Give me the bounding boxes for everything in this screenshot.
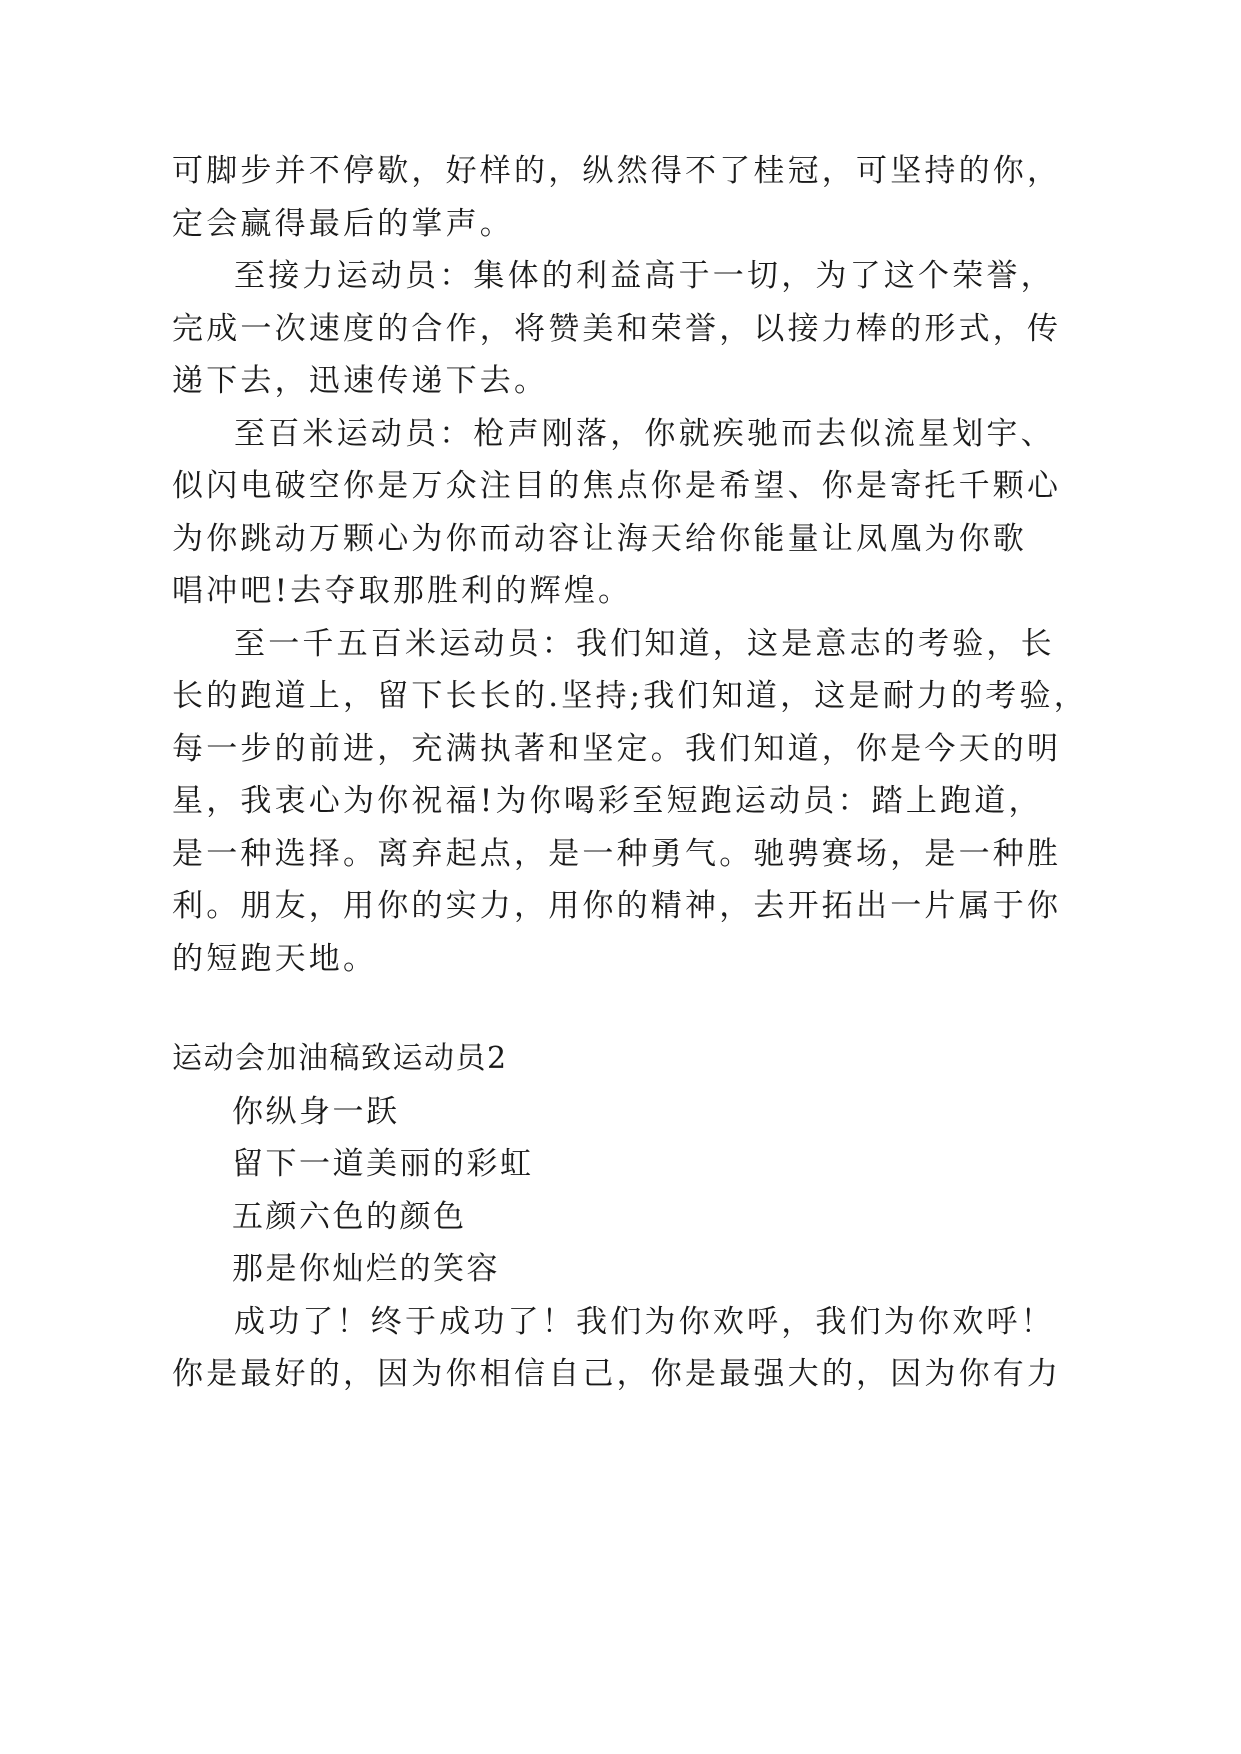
text-line: 每一步的前进，充满执著和坚定。我们知道，你是今天的明 bbox=[172, 730, 1062, 767]
text-line: 是一种选择。离弃起点，是一种勇气。驰骋赛场，是一种胜 bbox=[172, 835, 1062, 872]
paragraph-start: 至百米运动员：枪声刚落，你就疾驰而去似流星划宇、 bbox=[234, 415, 1055, 452]
text-line: 为你跳动万颗心为你而动容让海天给你能量让凤凰为你歌 bbox=[172, 520, 1027, 557]
text-line: 星，我衷心为你祝福!为你喝彩至短跑运动员：踏上跑道， bbox=[172, 783, 1043, 819]
paragraph-start: 至一千五百米运动员：我们知道，这是意志的考验，长 bbox=[234, 625, 1055, 662]
poem-line: 你纵身一跃 bbox=[232, 1093, 400, 1130]
text-line: 递下去，迅速传递下去。 bbox=[172, 363, 549, 399]
section-heading: 运动会加油稿致运动员2 bbox=[172, 1041, 508, 1076]
text-line: 似闪电破空你是万众注目的焦点你是希望、你是寄托千颗心 bbox=[172, 468, 1062, 504]
text-line: 定会赢得最后的掌声。 bbox=[172, 205, 514, 242]
poem-line: 那是你灿烂的笑容 bbox=[232, 1251, 500, 1287]
text-line: 你是最好的，因为你相信自己，你是最强大的，因为你有力 bbox=[172, 1356, 1062, 1392]
section-gap bbox=[172, 985, 1072, 1033]
text-line: 唱冲吧!去夺取那胜利的辉煌。 bbox=[172, 573, 633, 609]
poem-line: 留下一道美丽的彩虹 bbox=[232, 1146, 534, 1182]
document-page bbox=[172, 145, 1088, 1401]
text-line: 长的跑道上，留下长长的.坚持;我们知道，这是耐力的考验， bbox=[172, 678, 1088, 714]
text-line: 完成一次速度的合作，将赞美和荣誉，以接力棒的形式，传 bbox=[172, 310, 1062, 347]
text-line: 利。朋友，用你的实力，用你的精神，去开拓出一片属于你 bbox=[172, 888, 1062, 924]
poem-line: 五颜六色的颜色 bbox=[232, 1198, 467, 1235]
text-line: 可脚步并不停歇，好样的，纵然得不了桂冠，可坚持的你， bbox=[172, 153, 1062, 189]
paragraph-start: 成功了！终于成功了！我们为你欢呼，我们为你欢呼！ bbox=[234, 1303, 1055, 1340]
paragraph-start: 至接力运动员：集体的利益高于一切，为了这个荣誉， bbox=[234, 258, 1055, 294]
text-line: 的短跑天地。 bbox=[172, 940, 378, 977]
